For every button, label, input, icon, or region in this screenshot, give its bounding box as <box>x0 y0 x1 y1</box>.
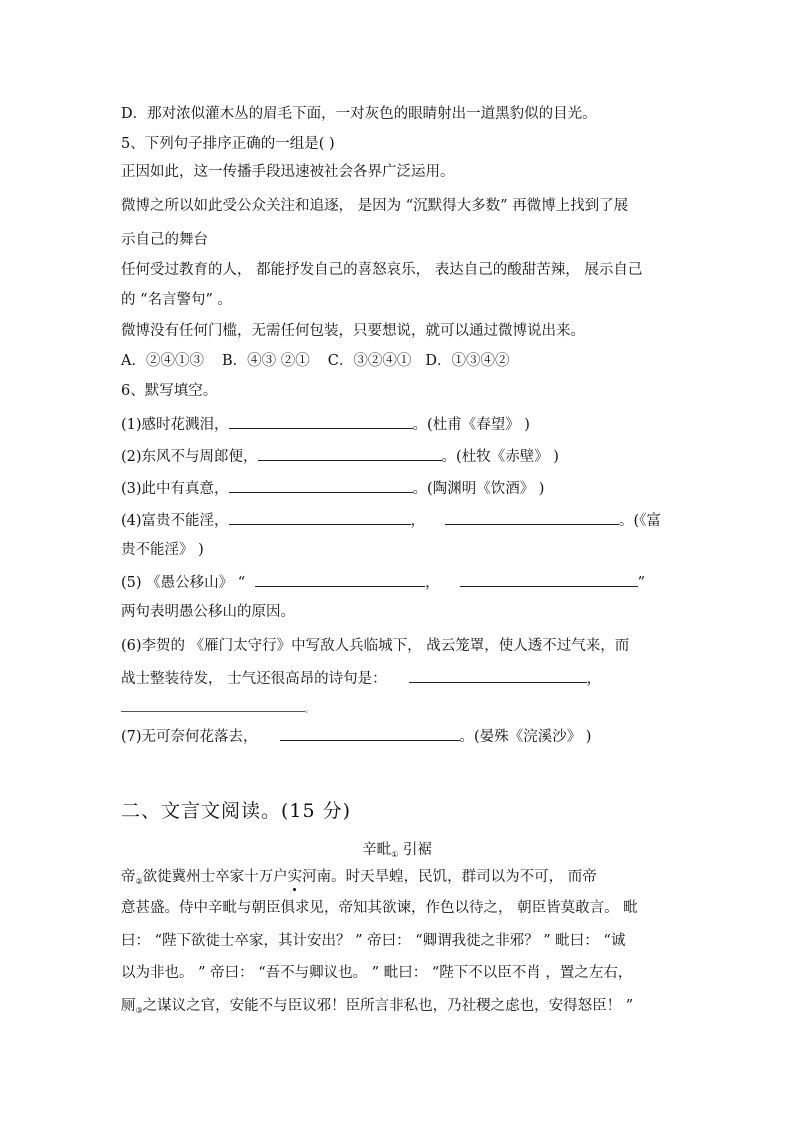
q6-item-2-prompt: (2)东风不与周郎便， <box>121 449 258 465</box>
q6-item-7 <box>121 726 591 747</box>
q6-item-3-blank[interactable] <box>229 478 413 493</box>
q6-item-4-source: 。(《富 <box>619 513 661 529</box>
passage-line-5 <box>121 996 633 1021</box>
q6-item-6-end-mark: 。 <box>305 705 313 714</box>
q6-item-3-prompt: (3)此中有真意， <box>121 481 229 497</box>
passage-line-2: 意甚盛。侍中辛毗与朝臣俱求见，帝知其欲谏，作色以待之， 朝臣皆莫敢言。 毗 <box>121 900 638 916</box>
q6-item-3 <box>121 478 544 499</box>
q6-item-6-blank-1[interactable] <box>409 668 587 683</box>
q6-item-6-line-1: (6)李贺的 《雁门太守行》中写敌人兵临城下， 战云笼罩，使人透不过气来，而 <box>121 638 630 654</box>
q6-item-7-prompt: (7)无可奈何花落去， <box>121 729 258 745</box>
q6-item-5-continued: 两句表明愚公移山的原因。 <box>121 604 295 620</box>
passage-line-1 <box>121 867 597 892</box>
q6-item-5-close-quote: ” <box>637 575 646 591</box>
q5-options <box>121 351 510 371</box>
section-2-heading: 二、文言文阅读。(15 分) <box>121 800 352 822</box>
q5-option-b: B．④③ ②① <box>221 353 310 369</box>
q6-item-6-blank-2[interactable] <box>121 699 305 712</box>
emphasized-char: 实 <box>287 869 303 885</box>
q5-sentence-2-line-2: 示自己的舞台 <box>121 232 208 248</box>
passage-line-3: 曰： “陛下欲徙士卒家，其计安出？ ” 帝曰： “卿谓我徙之非邪？ ” 毗曰： “诚 <box>121 933 626 949</box>
passage-text: 河南。时天旱蝗，民饥，群司以为不可， 而帝 <box>302 869 597 885</box>
passage-text: 厕 <box>121 998 136 1014</box>
passage-text: 之谋议之官，安能不与臣议邪！臣所言非私也，乃社稷之虑也，安得怒臣！ ” <box>142 998 634 1014</box>
q6-item-3-source: 。(陶渊明《饮酒》 ) <box>412 481 545 497</box>
q6-item-1-blank[interactable] <box>229 414 413 429</box>
q6-item-5-blank-1[interactable] <box>255 572 425 587</box>
q4-option-d: D．那对浓似灌木丛的眉毛下面，一对灰色的眼睛射出一道黑豹似的目光。 <box>121 106 597 122</box>
q6-item-4-continued: 贵不能淫》 ) <box>121 542 204 558</box>
q6-item-7-blank[interactable] <box>280 726 460 741</box>
footnote-marker-1: ① <box>391 850 399 859</box>
footnote-marker-3: ③ <box>135 1006 143 1015</box>
q5-option-d: D．①③④② <box>425 353 510 369</box>
q5-option-c: C．③②④① <box>327 353 412 369</box>
q5-sentence-3-line-2: 的 “名言警句” 。 <box>121 292 233 308</box>
passage-title-text-2: 引裾 <box>398 842 432 858</box>
q6-item-4-prompt: (4)富贵不能淫， <box>121 513 229 529</box>
q6-item-6-comma: ， <box>586 671 602 687</box>
q6-item-5-blank-2[interactable] <box>460 572 638 587</box>
q6-item-1 <box>121 414 530 435</box>
passage-text: 欲徙冀州士卒家十万户 <box>142 869 288 885</box>
passage-line-4: 以为非也。 ” 帝曰： “吾不与卿议也。 ” 毗曰： “陛下不以臣不肖 ，置之左右， <box>121 965 633 981</box>
q6-item-6-line-2 <box>121 668 601 689</box>
q6-item-5 <box>121 572 645 593</box>
q6-stem: 6、默写填空。 <box>121 383 218 399</box>
q6-item-5-comma: ， <box>425 575 440 591</box>
q6-item-4-blank-1[interactable] <box>229 510 411 525</box>
q6-item-6-prompt: 战士整装待发， 士气还很高昂的诗句是： <box>121 671 387 687</box>
q5-sentence-2-line-1: 微博之所以如此受公众关注和追逐， 是因为 “沉默得大多数” 再微博上找到了展 <box>121 198 629 214</box>
q6-item-7-source: 。(晏殊《浣溪沙》 ) <box>459 729 592 745</box>
q6-item-5-prompt: (5) 《愚公移山》 “ <box>121 575 246 591</box>
q6-item-4 <box>121 510 661 531</box>
q6-item-6-line-3 <box>121 698 313 720</box>
q6-item-2-source: 。(杜牧《赤壁》 ) <box>441 449 559 465</box>
passage-text: 帝 <box>121 869 136 885</box>
q6-item-1-source: 。(杜甫《春望》 ) <box>412 417 530 433</box>
q5-sentence-3-line-1: 任何受过教育的人， 都能抒发自己的喜怒哀乐， 表达自己的酸甜苦辣， 展示自己 <box>121 262 643 278</box>
q5-stem: 5、下列句子排序正确的一组是( ) <box>121 136 335 152</box>
q6-item-4-blank-2[interactable] <box>445 510 619 525</box>
q6-item-2-blank[interactable] <box>258 446 442 461</box>
q6-item-2 <box>121 446 559 467</box>
passage-title-text: 辛毗 <box>362 842 392 858</box>
q6-item-1-prompt: (1)感时花溅泪， <box>121 417 229 433</box>
q5-option-a: A．②④①③ <box>121 353 204 369</box>
footnote-marker-2: ② <box>135 877 143 886</box>
q5-sentence-1: 正因如此，这一传播手段迅速被社会各界广泛运用。 <box>121 164 455 180</box>
passage-title <box>0 838 794 859</box>
q6-item-4-comma: ， <box>410 513 426 529</box>
q5-sentence-4: 微博没有任何门槛，无需任何包装，只要想说，就可以通过微博说出来。 <box>121 323 585 339</box>
